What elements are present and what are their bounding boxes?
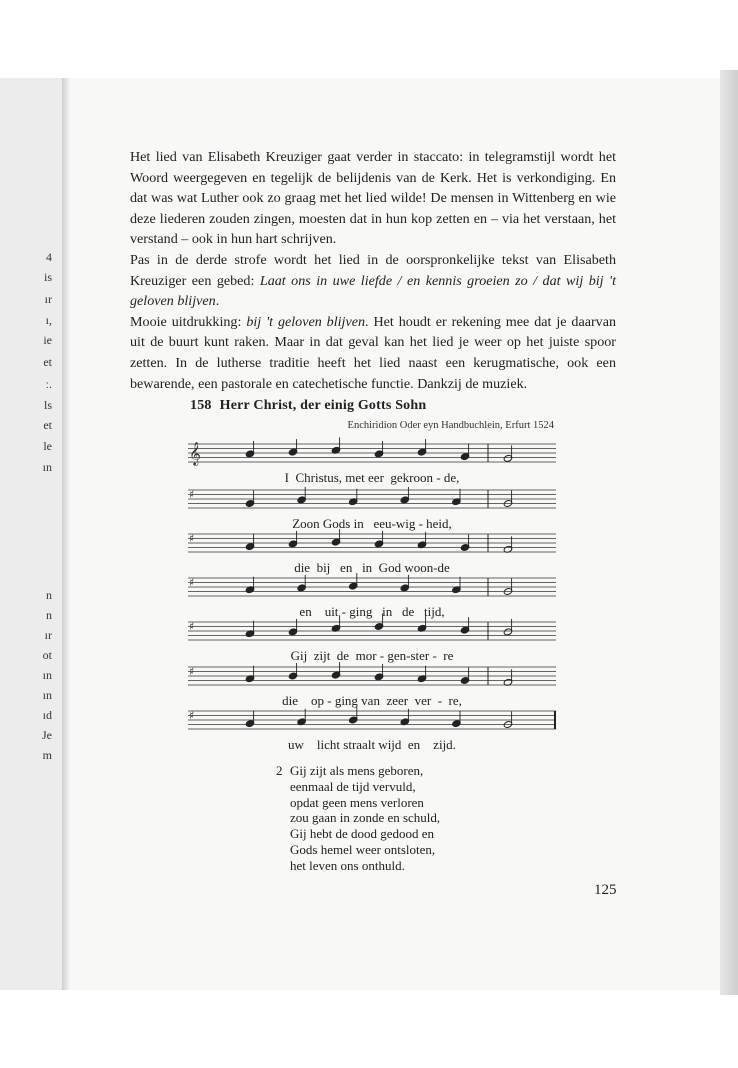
text-run: Pas in de derde strofe wordt het lied in de oorspronkelijke tekst van Elisabeth Kreuziger een gebed: xyxy=(130,251,616,289)
facing-page-fragment: ın xyxy=(42,668,52,682)
hymn-number: 158 xyxy=(190,398,212,413)
lyric-line: Zoon Gods in eeu-wig - heid, xyxy=(292,516,452,531)
paragraph-1 xyxy=(130,147,616,250)
music-staff xyxy=(188,440,556,466)
hymn-source: Enchiridion Oder eyn Handbuchlein, Erfurt 1524 xyxy=(347,420,554,431)
facing-page-fragment: ie xyxy=(43,333,52,347)
treble-clef-icon: 𝄞 xyxy=(189,441,201,465)
hymn-title: Herr Christ, der einig Gotts Sohn xyxy=(219,398,427,413)
facing-page-fragment: ɪd xyxy=(42,708,52,722)
verse-line: eenmaal de tijd vervuld, xyxy=(290,778,416,794)
text-run: . xyxy=(215,293,220,310)
music-staff xyxy=(188,486,556,512)
facing-page-fragment: 4 xyxy=(46,250,52,264)
sharp-icon: ♯ xyxy=(189,532,195,545)
facing-page-fragment: ː. xyxy=(45,377,52,391)
lyric-line: en uit - ging in de tijd, xyxy=(299,604,445,619)
verse-2 xyxy=(276,763,440,874)
facing-page-fragment: ı, xyxy=(45,313,52,327)
lyric-line: die bij en in God woon-de xyxy=(294,560,450,575)
facing-page-fragment: ın xyxy=(42,688,52,702)
paragraph-2 xyxy=(130,250,616,312)
verse-line: het leven ons onthuld. xyxy=(290,857,405,873)
facing-page-fragment: n xyxy=(46,588,52,602)
facing-page-fragment: et xyxy=(43,418,52,432)
paragraph-3 xyxy=(130,312,616,394)
music-staff xyxy=(188,707,556,733)
lyric-line: uw licht straalt wijd en zijd. xyxy=(288,737,456,752)
sharp-icon: ♯ xyxy=(189,576,195,589)
facing-page-fragment: le xyxy=(43,439,52,453)
sharp-icon: ♯ xyxy=(189,620,195,633)
verse-line: zou gaan in zonde en schuld, xyxy=(290,810,441,826)
facing-page-fragment: m xyxy=(42,748,52,762)
facing-page-fragment: ın xyxy=(42,460,52,474)
music-staff xyxy=(188,530,556,556)
facing-page-fragment: n xyxy=(46,608,52,622)
page-edge-right xyxy=(720,70,738,995)
verse-line: Gij hebt de dood gedood en xyxy=(290,826,435,842)
verse-number: 2 xyxy=(276,763,283,778)
facing-page-fragment: Je xyxy=(42,728,52,742)
page-number: 125 xyxy=(594,882,617,898)
text-run: . Het houdt er rekening mee dat je daarvan uit de buurt kunt raken. Maar in dat geval kan het lied je weer op het juiste spoor zetten. In de lutherse traditie heeft het lied naast een kerugmatische, ook een bewarende, een pastorale en catechetische functie. Dankzij de muziek. xyxy=(130,313,617,392)
italic-run: bij 't geloven blijven xyxy=(246,313,366,330)
lyric-line: I Christus, met eer gekroon - de, xyxy=(284,470,460,485)
verse-line: opdat geen mens verloren xyxy=(290,794,424,810)
sharp-icon: ♯ xyxy=(189,665,195,678)
text-run: Mooie uitdrukking: xyxy=(130,313,247,330)
sharp-icon: ♯ xyxy=(189,709,195,722)
verse-line: Gods hemel weer ontsloten, xyxy=(290,841,436,857)
facing-page-fragment: is xyxy=(43,270,52,284)
facing-page-fragment: ır xyxy=(44,628,52,642)
facing-page-fragment: ır xyxy=(44,292,52,306)
hymn-heading xyxy=(190,398,426,414)
text-run: Het lied van Elisabeth Kreuziger gaat verder in staccato: in telegramstijl wordt het Woord weergegeven en tegelijk de belijdenis van de Kerk. Het is verkondiging. En dat was wat Luther ook zo graag met het lied wilde! De mensen in Wittenberg en wie deze liederen zouden zingen, moesten dat in hun kop zetten en – via het verstaan, het verstand – ook in hun hart schrijven. xyxy=(130,149,616,248)
music-staff xyxy=(188,574,556,600)
book-gutter xyxy=(62,78,70,990)
facing-page-edge xyxy=(0,78,64,990)
lyric-line: die op - ging van zeer ver - re, xyxy=(282,693,462,708)
body-text xyxy=(130,147,616,394)
facing-page-fragment: ot xyxy=(42,648,52,662)
italic-run: Laat ons in uwe liefde / en kennis groeien zo / dat wij bij 't geloven blijven xyxy=(130,272,616,310)
verse-line: 2 Gij zijt als mens geboren, xyxy=(276,763,424,778)
music-staff xyxy=(188,663,556,689)
music-staff xyxy=(188,618,556,644)
sharp-icon: ♯ xyxy=(189,488,195,501)
facing-page-fragment: et xyxy=(43,355,52,369)
lyric-line: Gij zijt de mor - gen-ster - re xyxy=(290,648,454,663)
facing-page-fragment: ls xyxy=(43,398,52,412)
